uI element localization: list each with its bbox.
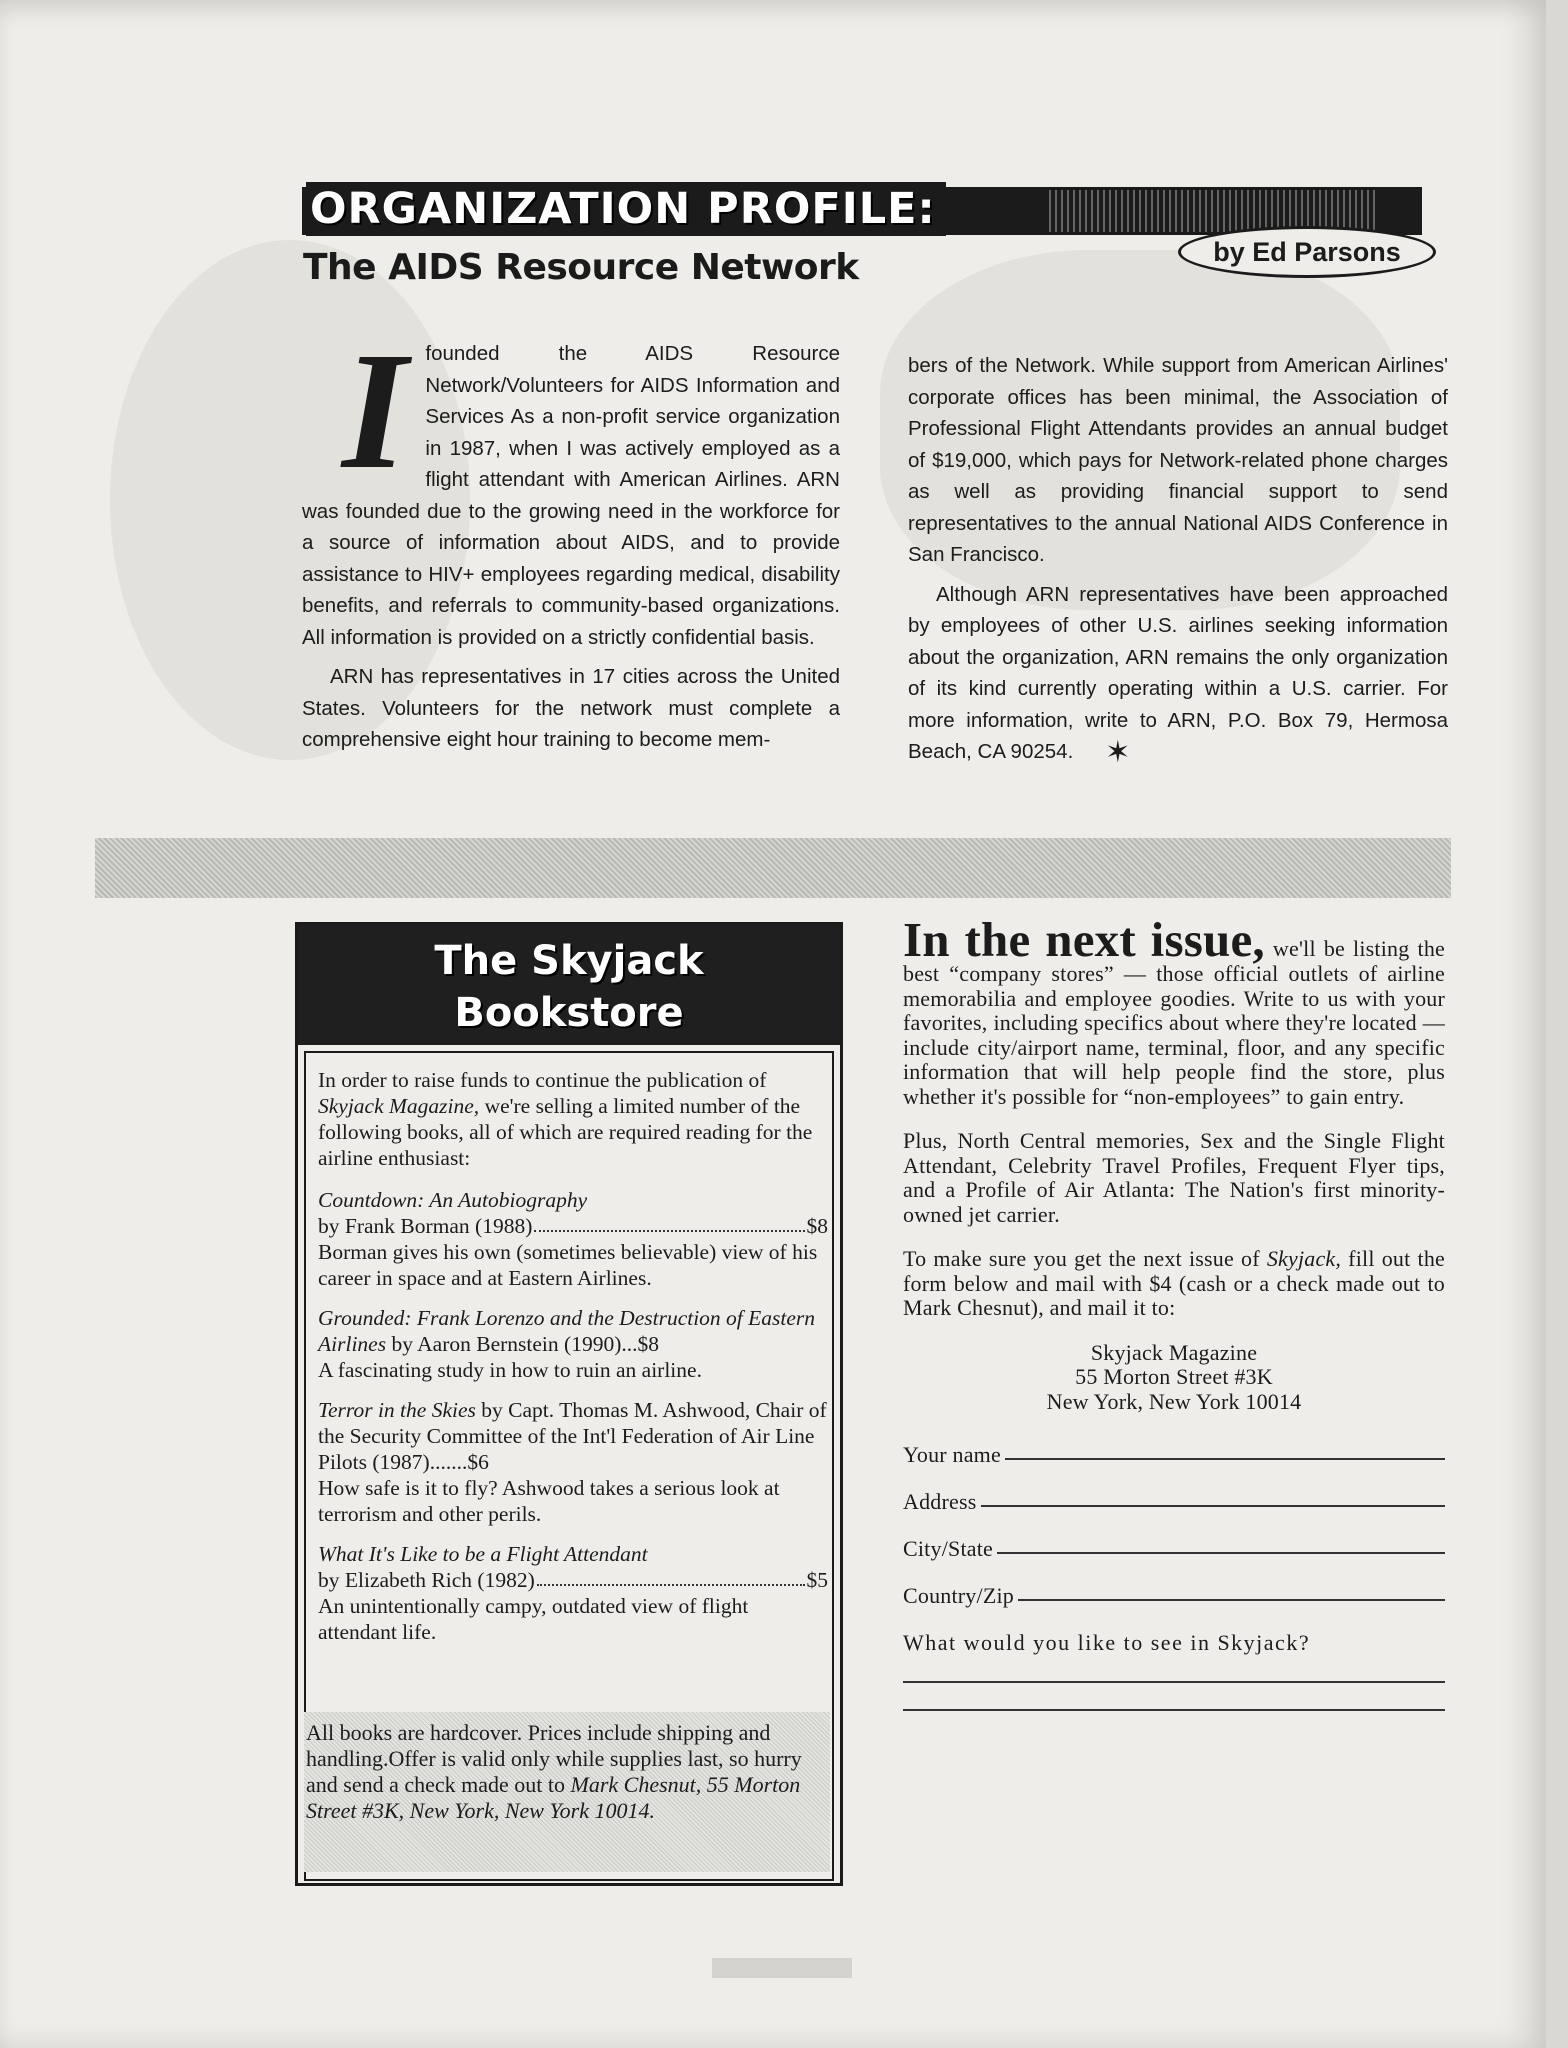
book-byline: by Elizabeth Rich (1982): [318, 1568, 535, 1592]
address-line: Skyjack Magazine: [1090, 1339, 1258, 1365]
bookstore-header: [298, 925, 840, 1045]
book-title: What It's Like to be a Flight Attendant: [318, 1542, 648, 1566]
bookstore-content: [318, 1067, 828, 1659]
address-field[interactable]: [903, 1467, 1445, 1514]
note-text: All books are hardcover. Prices include shipping and handling.Offer is valid only while supplies last, so hurry and send a check made out to: [306, 1720, 802, 1797]
city-state-label: City/State: [903, 1535, 993, 1561]
address-line: New York, New York 10014: [1046, 1388, 1302, 1414]
article-column-right: [908, 350, 1448, 776]
article-column-left: [302, 318, 840, 764]
magazine-name: Skyjack Magazine,: [318, 1094, 480, 1118]
next-issue-headline: In the next issue,: [903, 912, 1265, 967]
bookstore-title: [298, 935, 840, 1039]
next-issue-section: [903, 912, 1445, 1711]
address-blank-line[interactable]: [981, 1505, 1445, 1507]
country-zip-field[interactable]: [903, 1561, 1445, 1608]
mailing-address: [903, 1341, 1445, 1415]
suggestion-blank-line[interactable]: [903, 1683, 1445, 1711]
subscribe-text: To make sure you get the next issue of: [903, 1246, 1267, 1271]
book-title: Terror in the Skies: [318, 1398, 476, 1422]
address-label: Address: [903, 1488, 977, 1514]
subscribe-paragraph: [903, 1247, 1445, 1321]
book-byline: by Frank Borman (1988): [318, 1214, 533, 1238]
city-state-blank-line[interactable]: [997, 1552, 1445, 1554]
book-description: An unintentionally campy, outdated view of flight attendant life.: [318, 1594, 749, 1644]
next-issue-lead-text: we'll be listing the best “company stores” — those official outlets of airline memorabilia and employee goodies. Write to us with your favorites, including specifics about where they're located — include city/airport name, terminal, floor, and any specific information that will help people find the store, plus whether it's possible for “non-employees” to gain entry.: [903, 936, 1445, 1109]
magazine-name: Skyjack,: [1266, 1246, 1342, 1271]
drop-cap: I: [342, 318, 408, 504]
book-price: $8: [806, 1214, 828, 1238]
book-title: Countdown: An Autobiography: [318, 1188, 588, 1212]
book-price: $6: [467, 1450, 489, 1474]
bookstore-title-line: The Skyjack: [434, 938, 704, 984]
country-zip-blank-line[interactable]: [1018, 1599, 1445, 1601]
book-byline: by Capt. Thomas M. Ashwood, Chair of the Security Committee of the Int'l Federation of Air Line Pilots (1987).......: [318, 1398, 827, 1474]
name-label: Your name: [903, 1441, 1001, 1467]
byline-oval: by Ed Parsons: [1178, 226, 1436, 278]
book-entry: [318, 1187, 828, 1291]
article-paragraph: [908, 579, 1448, 769]
intro-text: we're selling a limited number of the following books, all of which are required reading for the airline enthusiast:: [318, 1094, 813, 1170]
book-price: $5: [806, 1568, 828, 1592]
footer-logo-mark: [712, 1958, 852, 1978]
book-price-line: [318, 1567, 828, 1593]
name-blank-line[interactable]: [1005, 1458, 1445, 1460]
section-title: ORGANIZATION PROFILE:: [306, 182, 946, 236]
article-paragraph: bers of the Network. While support from American Airlines' corporate offices has been minimal, the Association of Professional Flight Attendants provides an annual budget of $19,000, which pays for Network-related phone charges as well as providing financial support to send representatives to the annual National AIDS Conference in San Francisco.: [908, 354, 1448, 566]
book-price: $8: [637, 1332, 659, 1356]
subscribe-text: fill out the form below and mail with $4 (cash or a check made out to Mark Chesnut), and mail it to:: [903, 1246, 1445, 1320]
next-issue-lead: [903, 912, 1445, 1109]
book-entry: [318, 1397, 828, 1527]
book-price-line: [318, 1213, 828, 1239]
bookstore-ordering-note: [306, 1720, 822, 1824]
article-paragraph-text: Although ARN representatives have been approached by employees of other U.S. airlines seeking information about the organization, ARN remains the only organization of its kind currently operating within a U.S. carrier. For more information, write to ARN, P.O. Box 79, Hermosa Beach, CA 90254.: [908, 582, 1448, 763]
article-paragraph: founded the AIDS Resource Network/Volunteers for AIDS Information and Services As a non-profit service organization in 1987, when I was actively employed as a flight attendant with American Airlines. ARN was founded due to the growing need in the workforce for a source of information about AIDS, and to provide assistance to HIV+ employees regarding medical, disability benefits, and referrals to community-based organizations. All information is provided on a strictly confidential basis.: [302, 342, 840, 649]
book-description: Borman gives his own (sometimes believable) view of his career in space and at Eastern Airlines.: [318, 1240, 818, 1290]
bookstore-title-line: Bookstore: [454, 990, 684, 1036]
end-mark-star-icon: ✶: [1105, 735, 1131, 769]
article-title: The AIDS Resource Network: [303, 247, 859, 288]
book-entry: [318, 1305, 828, 1383]
suggestion-question: [903, 1608, 1445, 1655]
next-issue-paragraph: Plus, North Central memories, Sex and the Single Flight Attendant, Celebrity Travel Profiles, Frequent Flyer tips, and a Profile of Air Atlanta: The Nation's first minority-owned jet carrier.: [903, 1128, 1445, 1227]
book-description: A fascinating study in how to ruin an airline.: [318, 1358, 702, 1382]
address-line: 55 Morton Street #3K: [1075, 1364, 1273, 1389]
city-state-field[interactable]: [903, 1514, 1445, 1561]
section-divider: [95, 838, 1451, 898]
article-paragraph: ARN has representatives in 17 cities across the United States. Volunteers for the network must complete a comprehensive eight hour training to become mem-: [302, 665, 840, 751]
book-description: How safe is it to fly? Ashwood takes a serious look at terrorism and other perils.: [318, 1476, 780, 1526]
book-entry: [318, 1541, 828, 1645]
bookstore-intro: [318, 1067, 828, 1171]
intro-text: In order to raise funds to continue the publication of: [318, 1068, 767, 1092]
suggestion-blank-line[interactable]: [903, 1655, 1445, 1683]
order-form: [903, 1420, 1445, 1711]
name-field[interactable]: [903, 1420, 1445, 1467]
book-byline: by Aaron Bernstein (1990)...: [391, 1332, 638, 1356]
suggestion-label: What would you like to see in Skyjack?: [903, 1629, 1311, 1655]
book-title: Grounded: Frank Lorenzo and the Destruction of Eastern Airlines: [318, 1306, 816, 1356]
country-zip-label: Country/Zip: [903, 1582, 1014, 1608]
note-address: Mark Chesnut, 55 Morton Street #3K, New York, New York 10014.: [306, 1772, 801, 1823]
